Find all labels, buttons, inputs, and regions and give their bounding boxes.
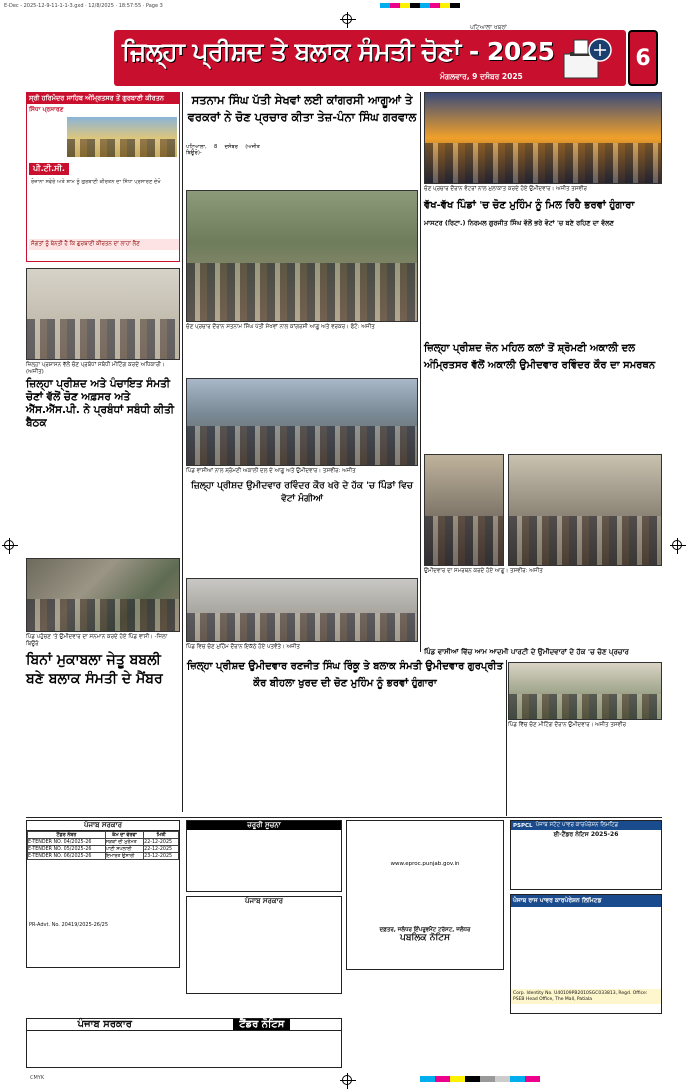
punjab-sarkar-ad bbox=[26, 820, 180, 968]
ad-body bbox=[27, 1031, 341, 1065]
ad-body bbox=[511, 839, 661, 883]
ad-filler bbox=[31, 199, 177, 235]
mid-photo bbox=[186, 578, 418, 642]
right-caption-2: ਉਮੀਦਵਾਰ ਦਾ ਸਮਰਥਨ ਕਰਦੇ ਹੋਏ ਆਗੂ। ਤਸਵੀਰ: ਅਜੀਤ bbox=[424, 568, 543, 574]
religious-ad-title: ਸ੍ਰੀ ਹਰਿਮੰਦਰ ਸਾਹਿਬ ਅੰਮ੍ਰਿਤਸਰ ਤੋਂ ਗੁਰਬਾਣੀ ਕੀਰਤਨ bbox=[27, 93, 179, 104]
tender-notice-ad bbox=[26, 1018, 342, 1068]
tender-notice-header bbox=[27, 1019, 341, 1031]
column-rule bbox=[182, 92, 183, 812]
table-cell: E-TENDER NO. 06/2025-26 bbox=[28, 853, 106, 860]
right-body-2b bbox=[424, 578, 662, 644]
right-photo-3 bbox=[508, 662, 662, 720]
right-headline-2: ਜ਼ਿਲ੍ਹਾ ਪ੍ਰੀਸ਼ਦ ਜ਼ੋਨ ਮਹਿਲ ਕਲਾਂ ਤੋਂ ਸ਼੍ਰੋਮਣੀ ਅਕਾਲੀ ਦਲ ਅੰਮ੍ਰਿਤਸਰ ਵੱਲੋਂ ਅਕਾਲੀ ਉਮੀਦਵਾਰ ਰਵਿੰਦਰ ਕੌਰ ਦਾ ਸਮਰਥਨ bbox=[424, 343, 656, 371]
table-row bbox=[28, 839, 179, 846]
registration-mark-icon bbox=[672, 540, 682, 550]
table-cell: 23-12-2025 bbox=[144, 853, 179, 860]
ad-body bbox=[511, 907, 661, 989]
right-caption-3: ਪਿੰਡ ਵਿੱਚ ਚੋਣ ਮੀਟਿੰਗ ਦੌਰਾਨ ਉਮੀਦਵਾਰ। ਅਜੀਤ ਤਸਵੀਰ bbox=[508, 722, 627, 728]
right-headline-1: ਵੱਖ-ਵੱਖ ਪਿੰਡਾਂ 'ਚ ਚੋਣ ਮੁਹਿੰਮ ਨੂੰ ਮਿਲ ਰਿਹੈ ਭਰਵਾਂ ਹੁੰਗਾਰਾ bbox=[424, 200, 635, 211]
column-rule bbox=[506, 660, 507, 816]
section-rule bbox=[26, 817, 662, 818]
tender-table bbox=[27, 831, 179, 860]
notice-office: ਦਫ਼ਤਰ, ਜਲੰਧਰ ਇੰਪਰੂਵਮੈਂਟ ਟਰੱਸਟ, ਜਲੰਧਰ bbox=[379, 927, 471, 933]
pspcl-notice: ਈ-ਟੈਂਡਰ ਨੋਟਿਸ 2025-26 bbox=[553, 831, 619, 838]
right-photo-2a bbox=[424, 454, 504, 566]
bottom-headline: ਜ਼ਿਲ੍ਹਾ ਪ੍ਰੀਸ਼ਦ ਉਮੀਦਵਾਰ ਰਣਜੀਤ ਸਿੰਘ ਰਿੰਕੂ ਤੇ ਬਲਾਕ ਸੰਮਤੀ ਉਮੀਦਵਾਰ ਗੁਰਪ੍ਰੀਤ ਕੌਰ ਬੀਹਲਾ ਖੁਰਦ ਦੀ ਚੋਣ ਮੁਹਿੰਮ ਨੂੰ ਭਰਵਾਂ ਹੁੰਗਾਰਾ bbox=[187, 661, 503, 689]
jaroori-suchna-ad bbox=[186, 820, 342, 892]
right-body-2 bbox=[424, 398, 662, 450]
lead-body-2 bbox=[186, 334, 418, 374]
ad-body bbox=[27, 860, 179, 920]
public-notice-ad bbox=[346, 820, 504, 970]
table-cell: ਪਾਣੀ ਸਪਲਾਈ bbox=[105, 846, 144, 853]
center-photo-caption: ਪਿੰਡ ਵਾਸੀਆਂ ਨਾਲ ਸ਼੍ਰੋਮਣੀ ਅਕਾਲੀ ਦਲ ਦੇ ਆਗੂ ਅਤੇ ਉਮੀਦਵਾਰ। ਤਸਵੀਰ: ਅਜੀਤ bbox=[186, 468, 356, 474]
pspcl-address: Corp. Identity No. U40109PB2010SGC033813, Regd. Office: PSEB Head Office, The Mall, Patiala bbox=[511, 989, 661, 1004]
color-bar-top bbox=[380, 3, 460, 8]
print-slug: E-Dec - 2025-12-9-11-1-1-3.gxd · 12/8/2025 · 18:57:55 · Page 3 bbox=[4, 3, 163, 9]
babli-body bbox=[26, 712, 180, 816]
registration-mark-icon bbox=[4, 540, 14, 550]
table-cell: E-TENDER NO. 04/2025-26 bbox=[28, 839, 106, 846]
meeting-photo bbox=[26, 268, 180, 360]
meeting-body bbox=[26, 414, 180, 552]
punjab-sarkar-title: ਪੰਜਾਬ ਸਰਕਾਰ bbox=[27, 821, 179, 831]
table-cell: ਇਮਾਰਤ ਉਸਾਰੀ bbox=[105, 853, 144, 860]
lead-photo bbox=[186, 190, 418, 322]
table-row bbox=[28, 853, 179, 860]
tender-punjab-sarkar: ਪੰਜਾਬ ਸਰਕਾਰ bbox=[77, 1019, 132, 1030]
pspcl-tag: PSPCL bbox=[513, 822, 533, 829]
ad-body bbox=[187, 906, 341, 990]
website-link[interactable]: www.eproc.punjab.gov.in bbox=[390, 861, 460, 867]
lead-headline: ਸਤਨਾਮ ਸਿੰਘ ਪੱਤੀ ਸੇਖਵਾਂ ਲਈ ਕਾਂਗਰਸੀ ਆਗੂਆਂ ਤੇ ਵਰਕਰਾਂ ਨੇ ਚੋਣ ਪ੍ਰਚਾਰ ਕੀਤਾ ਤੇਜ਼-ਪੰਨਾ ਸਿੰਘ ਗਰਵਾਲ bbox=[187, 93, 417, 124]
right-body-3 bbox=[424, 662, 504, 760]
right-photo-2b bbox=[508, 454, 662, 566]
ballot-box-icon bbox=[560, 36, 612, 80]
public-notice-title: ਪਬਲਿਕ ਨੋਟਿਸ bbox=[400, 933, 450, 943]
meeting-headline: ਜ਼ਿਲ੍ਹਾ ਪ੍ਰੀਸ਼ਦ ਅਤੇ ਪੰਚਾਇਤ ਸੰਮਤੀ ਚੋਣਾਂ ਵੱਲੋਂ ਚੋਣ ਅਫ਼ਸਰ ਅਤੇ ਐੱਸ.ਐੱਸ.ਪੀ. ਨੇ ਪ੍ਰਬੰਧਾਂ ਸਬੰਧੀ ਕੀਤੀ ਬੈਠਕ bbox=[26, 378, 175, 429]
table-header: ਕੰਮ ਦਾ ਵੇਰਵਾ bbox=[105, 832, 144, 839]
ad-body-2 bbox=[347, 867, 503, 927]
ptc-label: ਪੀ.ਟੀ.ਸੀ. bbox=[29, 163, 69, 175]
ad-body bbox=[347, 821, 503, 861]
print-slug-bottom: CMYK bbox=[30, 1075, 45, 1081]
header-city-label: ਪਟਿਆਲਾ ਖਬਰਾਂ bbox=[470, 24, 507, 31]
registration-mark-icon bbox=[342, 14, 352, 24]
lead-photo-caption: ਚੋਣ ਪ੍ਰਚਾਰ ਦੌਰਾਨ ਸਤਨਾਮ ਸਿੰਘ ਪੱਤੀ ਸੇਖਵਾਂ ਨਾਲ ਕਾਂਗਰਸੀ ਆਗੂ ਅਤੇ ਵਰਕਰ। ਫੋਟੋ: ਅਜੀਤ bbox=[186, 324, 375, 330]
column-rule bbox=[420, 92, 421, 652]
pspcl-header bbox=[511, 821, 661, 830]
right-headline-3: ਪਿੰਡ ਵਾਸੀਆਂ ਵਿੱਚ ਆਮ ਆਦਮੀ ਪਾਰਟੀ ਦੇ ਉਮੀਦਵਾਰਾਂ ਦੇ ਹੱਕ 'ਚ ਚੋਣ ਪ੍ਰਚਾਰ bbox=[424, 648, 629, 656]
mid-caption: ਪਿੰਡ ਵਿਚ ਚੋਣ ਮੁਹਿੰਮ ਦੌਰਾਨ ਇਕੱਠੇ ਹੋਏ ਪਤਵੰਤੇ। ਅਜੀਤ bbox=[186, 644, 300, 650]
lead-body bbox=[186, 151, 418, 189]
table-cell: ਸੜਕਾਂ ਦੀ ਮੁਰੰਮਤ bbox=[105, 839, 144, 846]
babli-headline: ਬਿਨਾਂ ਮੁਕਾਬਲਾ ਜੇਤੂ ਬਬਲੀ ਬਣੇ ਬਲਾਕ ਸੰਮਤੀ ਦੇ ਮੈਂਬਰ bbox=[26, 652, 163, 687]
table-cell: 22-12-2025 bbox=[144, 846, 179, 853]
welcome-caption: ਪਿੰਡ ਪਹੁੰਚਣ 'ਤੇ ਉਮੀਦਵਾਰ ਦਾ ਸਨਮਾਨ ਕਰਦੇ ਹੋਏ ਪਿੰਡ ਵਾਸੀ। -ਜਿਲਾ ਬਿਊਰੋ bbox=[26, 634, 168, 647]
right-body-1 bbox=[424, 239, 662, 335]
pr-advt-no: PR-Advt. No. 20419/2025-26/25 bbox=[29, 922, 109, 928]
right-subhead-1: ਮਾਸਟਰ (ਰਿਟਾ.) ਨਿਰਮਲ ਗੁਰਜੀਤ ਸਿੰਘ ਵੱਲੋਂ ਭਰੇ ਵੋਟਾਂ 'ਚ ਬਣੇ ਰਹਿਣ ਦਾ ਵੱਲਣ bbox=[424, 219, 614, 227]
table-header: ਟੈਂਡਰ ਨੰਬਰ bbox=[28, 832, 106, 839]
header-title: ਜ਼ਿਲ੍ਹਾ ਪ੍ਰੀਸ਼ਦ ਤੇ ਬਲਾਕ ਸੰਮਤੀ ਚੋਣਾਂ - 2025 bbox=[122, 37, 555, 66]
right-photo-1 bbox=[424, 92, 662, 184]
religious-ad bbox=[26, 92, 180, 262]
religious-ad-sub: ਸਿੱਧਾ ਪ੍ਰਸਾਰਣ bbox=[29, 106, 64, 113]
ptc-text: ਰੋਜ਼ਾਨਾ ਸਵੇਰੇ ਅਤੇ ਸ਼ਾਮ ਨੂੰ ਗੁਰਬਾਣੀ ਕੀਰਤਨ ਦਾ ਸਿੱਧਾ ਪ੍ਰਸਾਰਣ ਦੇਖੋ bbox=[31, 179, 161, 185]
mid-headline: ਜ਼ਿਲ੍ਹਾ ਪ੍ਰੀਸ਼ਦ ਉਮੀਦਵਾਰ ਰਵਿੰਦਰ ਕੌਰ ਖਰੇ ਦੇ ਹੱਕ 'ਚ ਪਿੰਡਾਂ ਵਿਚ ਵੋਟਾਂ ਮੰਗੀਆਂ bbox=[190, 481, 413, 504]
right-body-3b bbox=[508, 732, 662, 760]
table-cell: 22-12-2025 bbox=[144, 839, 179, 846]
ad-small-note: ਸੰਗਤਾਂ ਨੂੰ ਬੇਨਤੀ ਹੈ ਕਿ ਗੁਰਬਾਣੀ ਕੀਰਤਨ ਦਾ ਲਾਹਾ ਲੈਣ bbox=[29, 239, 179, 250]
mid-body bbox=[186, 510, 418, 576]
pspcl-header-2: ਪੰਜਾਬ ਰਾਜ ਪਾਵਰ ਕਾਰਪੋਰੇਸ਼ਨ ਲਿਮਿਟਡ bbox=[511, 895, 661, 907]
header-date: ਮੰਗਲਵਾਰ, 9 ਦਸੰਬਰ 2025 bbox=[440, 72, 523, 81]
table-row bbox=[28, 846, 179, 853]
punjab-sarkar-title-2: ਪੰਜਾਬ ਸਰਕਾਰ bbox=[244, 897, 283, 905]
color-bar-bottom bbox=[420, 1076, 540, 1082]
punjab-sarkar-ad-2 bbox=[186, 896, 342, 994]
welcome-photo bbox=[26, 558, 180, 632]
page-number-box bbox=[628, 30, 658, 86]
meeting-caption: ਜ਼ਿਲ੍ਹਾ ਪ੍ਰਸ਼ਾਸਨ ਵੱਲੋਂ ਚੋਣ ਪ੍ਰਬੰਧਾਂ ਸਬੰਧੀ ਮੀਟਿੰਗ ਕਰਦੇ ਅਧਿਕਾਰੀ। (ਅਜੀਤ) bbox=[26, 362, 165, 375]
golden-temple-image bbox=[67, 117, 177, 157]
ad-body bbox=[187, 830, 341, 888]
jaroori-suchna-title: ਜ਼ਰੂਰੀ ਸੂਚਨਾ bbox=[187, 821, 341, 830]
tender-notice-title: ਟੈਂਡਰ ਨੋਟਿਸ bbox=[233, 1019, 290, 1030]
center-photo bbox=[186, 378, 418, 466]
page-number: 6 bbox=[635, 45, 651, 71]
pspcl-ad-2 bbox=[510, 894, 662, 1014]
table-cell: E-TENDER NO. 05/2025-26 bbox=[28, 846, 106, 853]
registration-mark-icon bbox=[342, 1075, 352, 1085]
pspcl-name: ਪੰਜਾਬ ਸਟੇਟ ਪਾਵਰ ਕਾਰਪੋਰੇਸ਼ਨ ਲਿਮਟਿਡ bbox=[535, 822, 619, 828]
right-caption-1: ਚੋਣ ਪ੍ਰਚਾਰ ਦੌਰਾਨ ਵੋਟਰਾਂ ਨਾਲ ਮੁਲਾਕਾਤ ਕਰਦੇ ਹੋਏ ਉਮੀਦਵਾਰ। ਅਜੀਤ ਤਸਵੀਰ bbox=[424, 186, 587, 192]
lead-body-start: ਪਟਿਆਲਾ, 8 ਦਸੰਬਰ (ਅਜੀਤ ਬਿਊਰੋ)- bbox=[186, 144, 260, 157]
pspcl-ad bbox=[510, 820, 662, 890]
table-header: ਮਿਤੀ bbox=[144, 832, 179, 839]
